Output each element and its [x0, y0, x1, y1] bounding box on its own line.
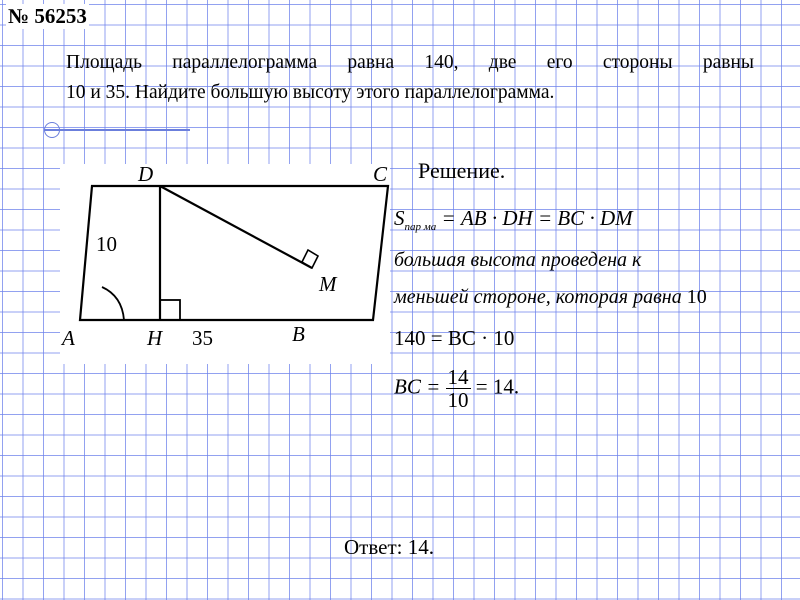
answer: Ответ: 14.	[344, 535, 434, 559]
formula-s: S	[394, 206, 405, 230]
point-label-m: M	[319, 272, 337, 296]
note-line-1: большая высота проведена к	[394, 249, 642, 271]
equation-1: 140 = BC · 10	[394, 326, 515, 350]
equation-2-left: BC =	[394, 374, 441, 399]
fraction-numerator: 14	[447, 365, 469, 389]
side-label-10: 10	[96, 232, 117, 256]
equation-2-fraction	[446, 366, 471, 411]
point-label-c: C	[373, 162, 388, 186]
problem-text-line-1: Площадь параллелограмма равна 140, две его стороны равны	[66, 52, 754, 73]
formula-subscript: пар ма	[404, 221, 437, 233]
formula-rest: = AB · DH = BC · DM	[441, 206, 633, 230]
figure-background	[60, 164, 390, 364]
note-line-2-value: 10	[686, 286, 707, 308]
side-label-35: 35	[192, 326, 213, 350]
note-line-2	[394, 286, 707, 309]
point-label-d: D	[138, 162, 154, 186]
point-label-a: A	[62, 326, 75, 350]
point-label-b: B	[292, 322, 305, 346]
note-line-2-text: меньшей стороне, которая равна	[394, 286, 682, 308]
problem-text-line-2: 10 и 35. Найдите большую высоту этого параллелограмма.	[66, 82, 555, 103]
solution-heading: Решение.	[418, 158, 506, 183]
problem-number: № 56253	[8, 4, 87, 28]
area-formula	[394, 206, 633, 233]
equation-2-right: = 14.	[475, 374, 520, 399]
point-label-h: H	[147, 326, 163, 350]
equation-2	[394, 366, 519, 411]
fraction-denominator: 10	[447, 388, 469, 412]
